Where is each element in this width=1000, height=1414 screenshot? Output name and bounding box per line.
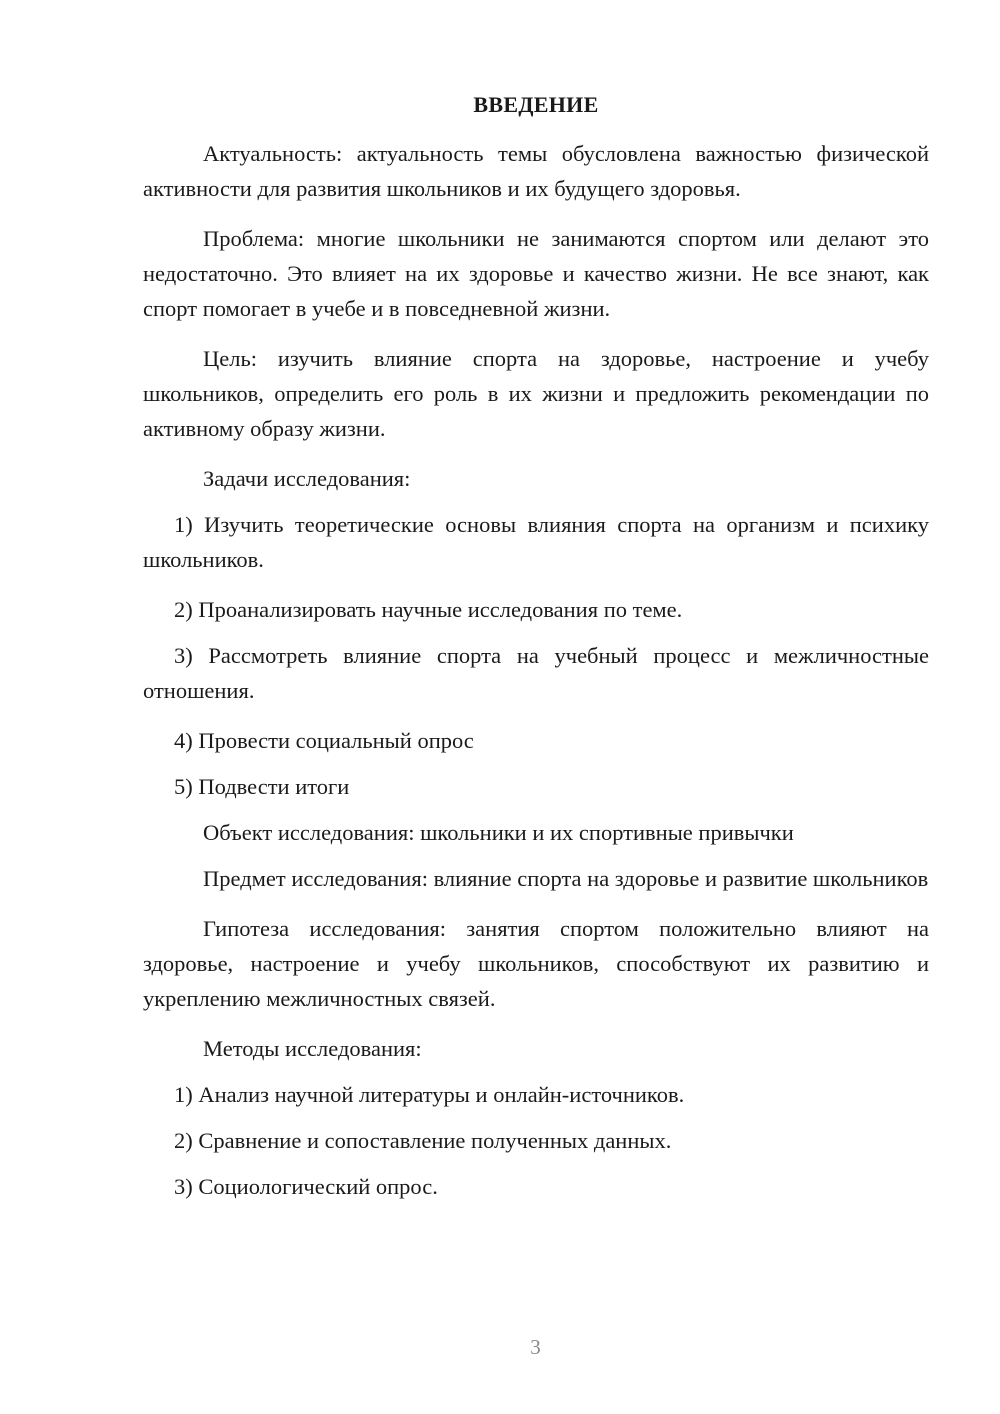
methods-heading: Методы исследования:	[203, 1036, 422, 1061]
task-item-1: 1) Изучить теоретические основы влияния спорта на организм и психику школьников.	[143, 512, 929, 572]
page-number: 3	[530, 1335, 541, 1359]
method-item-3: 3) Социологический опрос.	[174, 1174, 438, 1199]
relevance-paragraph: Актуальность: актуальность темы обусловлена важностью физической активности для развития школьников и их будущего здоровья.	[143, 141, 929, 201]
task-item-4: 4) Провести социальный опрос	[174, 728, 474, 753]
problem-paragraph: Проблема: многие школьники не занимаются спортом или делают это недостаточно. Это влияет на их здоровье и качество жизни. Не все знают, как спорт помогает в учебе и в повседневной жизни.	[143, 226, 929, 321]
page-content	[143, 92, 929, 1215]
subject-paragraph: Предмет исследования: влияние спорта на здоровье и развитие школьников	[203, 866, 929, 891]
page-title: ВВЕДЕНИЕ	[473, 92, 599, 117]
task-item-2: 2) Проанализировать научные исследования по теме.	[174, 597, 683, 622]
method-item-2: 2) Сравнение и сопоставление полученных данных.	[174, 1128, 672, 1153]
goal-paragraph: Цель: изучить влияние спорта на здоровье, настроение и учебу школьников, определить его роль в их жизни и предложить рекомендации по активному образу жизни.	[143, 346, 929, 441]
task-item-5: 5) Подвести итоги	[174, 774, 350, 799]
object-paragraph: Объект исследования: школьники и их спортивные привычки	[203, 820, 794, 845]
task-item-3: 3) Рассмотреть влияние спорта на учебный процесс и межличностные отношения.	[143, 643, 929, 703]
tasks-heading: Задачи исследования:	[203, 466, 411, 491]
method-item-1: 1) Анализ научной литературы и онлайн-источников.	[174, 1082, 685, 1107]
hypothesis-paragraph: Гипотеза исследования: занятия спортом положительно влияют на здоровье, настроение и учебу школьников, способствуют их развитию и укреплению межличностных связей.	[143, 916, 929, 1011]
